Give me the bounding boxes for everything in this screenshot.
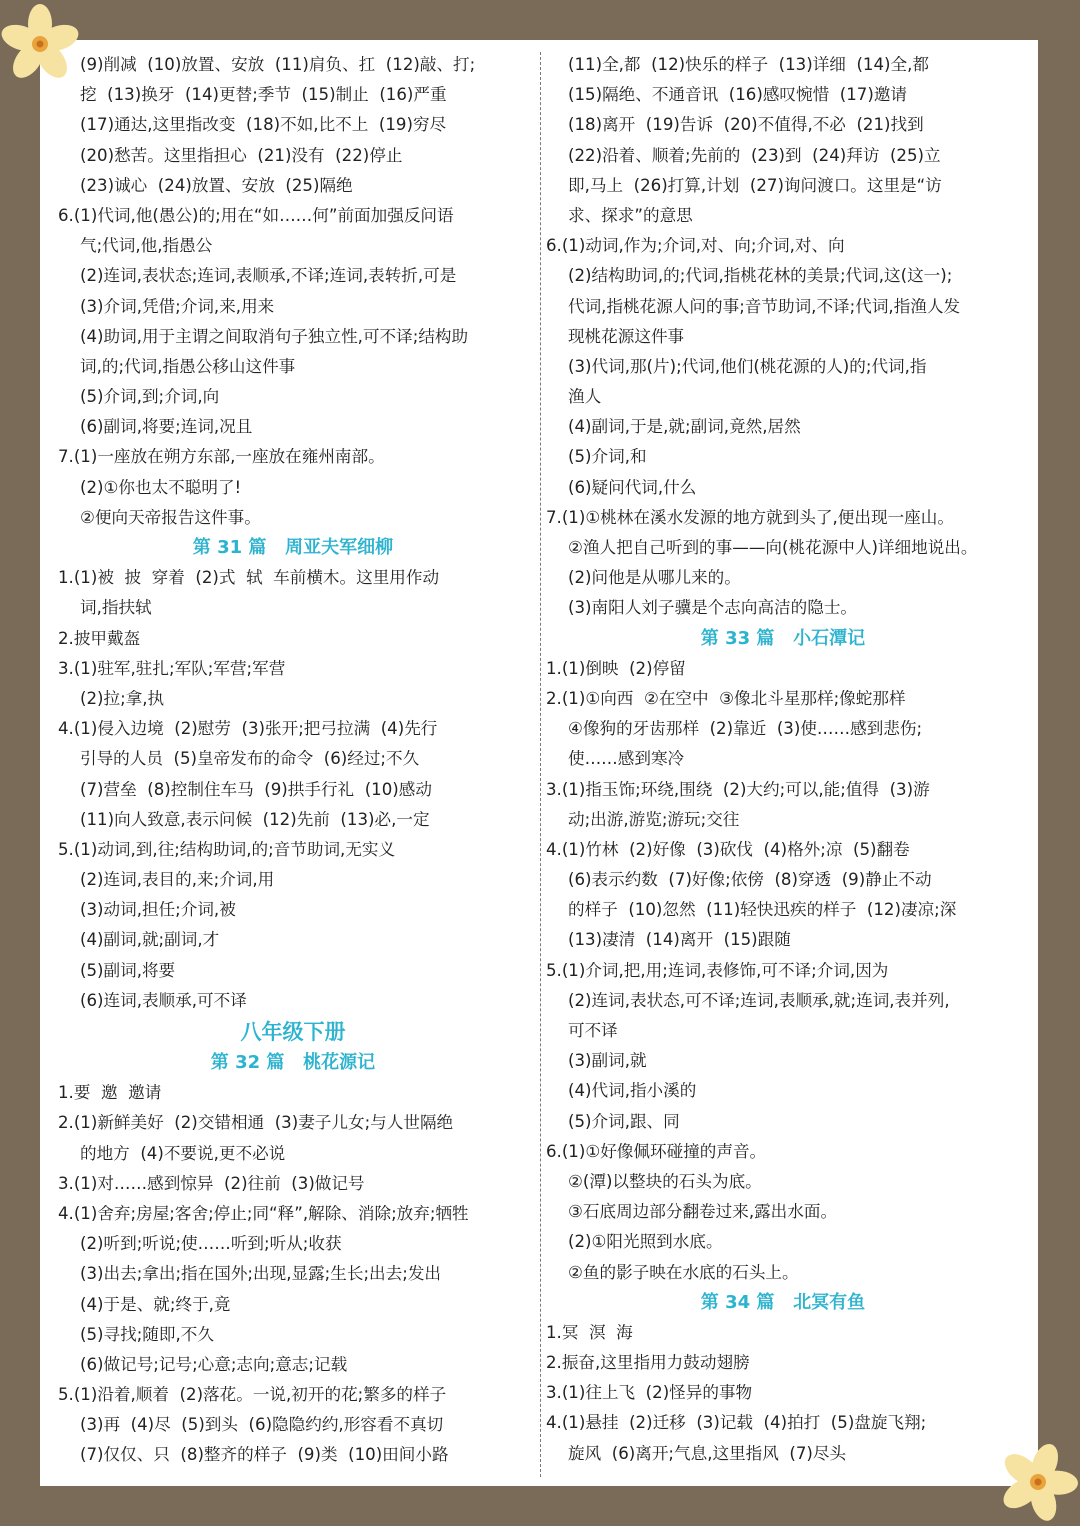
answer-line: 气;代词,他,指愚公 xyxy=(80,236,213,256)
answer-line: (5)介词,到;介词,向 xyxy=(80,387,220,407)
answer-line: (4)代词,指小溪的 xyxy=(568,1081,697,1101)
answer-line: (2)听到;听说;使……听到;听从;收获 xyxy=(80,1234,342,1254)
answer-line: 5.(1)介词,把,用;连词,表修饰,可不译;介词,因为 xyxy=(546,960,889,980)
answer-line: (22)沿着、顺着;先前的 (23)到 (24)拜访 (25)立 xyxy=(568,145,941,165)
answer-line: (3)再 (4)尽 (5)到头 (6)隐隐约约,形容看不真切 xyxy=(80,1415,444,1435)
answer-line: 7.(1)一座放在朔方东部,一座放在雍州南部。 xyxy=(58,447,385,467)
answer-line: 6.(1)①好像佩环碰撞的声音。 xyxy=(546,1141,767,1161)
answer-line: (2)问他是从哪儿来的。 xyxy=(568,568,741,588)
answer-line: (2)结构助词,的;代词,指桃花林的美景;代词,这(这一); xyxy=(568,266,953,286)
answer-line: 的地方 (4)不要说,更不必说 xyxy=(80,1143,286,1163)
answer-line: (17)通达,这里指改变 (18)不如,比不上 (19)穷尽 xyxy=(80,115,447,135)
answer-line: (3)动词,担任;介词,被 xyxy=(80,900,236,920)
answer-line: (4)副词,就;副词,才 xyxy=(80,930,220,950)
answer-line: 现桃花源这件事 xyxy=(568,326,685,346)
answer-line: 2.振奋,这里指用力鼓动翅膀 xyxy=(546,1353,750,1373)
answer-line: (5)寻找;随即,不久 xyxy=(80,1324,214,1344)
answer-line: ②鱼的影子映在水底的石头上。 xyxy=(568,1262,799,1282)
answer-line: 的样子 (10)忽然 (11)轻快迅疾的样子 (12)凄凉;深 xyxy=(568,900,957,920)
answer-line: 1.(1)被 披 穿着 (2)式 轼 车前横木。这里用作动 xyxy=(58,568,440,588)
answer-line: (20)愁苦。这里指担心 (21)没有 (22)停止 xyxy=(80,145,403,165)
answer-line: (23)诚心 (24)放置、安放 (25)隔绝 xyxy=(80,175,353,195)
left-answer-column xyxy=(58,50,528,1471)
answer-line: 5.(1)动词,到,往;结构助词,的;音节助词,无实义 xyxy=(58,839,396,859)
answer-line: (18)离开 (19)告诉 (20)不值得,不必 (21)找到 xyxy=(568,115,924,135)
answer-line: 挖 (13)换牙 (14)更替;季节 (15)制止 (16)严重 xyxy=(80,85,447,105)
answer-line: (2)连词,表状态;连词,表顺承,不译;连词,表转折,可是 xyxy=(80,266,457,286)
answer-line: (3)副词,就 xyxy=(568,1051,647,1071)
answer-line: 词,的;代词,指愚公移山这件事 xyxy=(80,356,296,376)
answer-line: 3.(1)对……感到惊异 (2)往前 (3)做记号 xyxy=(58,1173,365,1193)
answer-line: (3)南阳人刘子骥是个志向高洁的隐士。 xyxy=(568,598,858,618)
answer-line: (15)隔绝、不通音讯 (16)感叹惋惜 (17)邀请 xyxy=(568,85,908,105)
section-title: 第 32 篇 桃花源记 xyxy=(210,1052,376,1073)
answer-line: 求、探求”的意思 xyxy=(568,205,693,225)
answer-line: (2)拉;拿,执 xyxy=(80,688,165,708)
answer-line: ②(潭)以整块的石头为底。 xyxy=(568,1171,762,1191)
answer-line: (13)凄清 (14)离开 (15)跟随 xyxy=(568,930,791,950)
answer-line: 2.(1)新鲜美好 (2)交错相通 (3)妻子儿女;与人世隔绝 xyxy=(58,1113,454,1133)
answer-line: ②渔人把自己听到的事——向(桃花源中人)详细地说出。 xyxy=(568,538,978,557)
right-answer-column xyxy=(546,50,1020,1469)
section-title: 第 33 篇 小石潭记 xyxy=(700,627,866,649)
answer-line: ④像狗的牙齿那样 (2)靠近 (3)使……感到悲伤; xyxy=(568,719,923,739)
answer-line: ②便向天帝报告这件事。 xyxy=(80,507,261,527)
answer-line: (5)介词,和 xyxy=(568,447,647,467)
answer-line: 旋风 (6)离开;气息,这里指风 (7)尽头 xyxy=(568,1443,847,1463)
answer-line: (2)①你也太不聪明了! xyxy=(80,477,242,497)
column-divider xyxy=(540,52,541,1477)
answer-line: 动;出游,游览;游玩;交往 xyxy=(568,809,740,829)
answer-line: 6.(1)代词,他(愚公)的;用在“如……何”前面加强反问语 xyxy=(58,205,454,225)
answer-line: (6)连词,表顺承,可不译 xyxy=(80,990,247,1010)
answer-line: 1.要 邀 邀请 xyxy=(58,1083,162,1103)
answer-line: 5.(1)沿着,顺着 (2)落花。一说,初开的花;繁多的样子 xyxy=(58,1385,447,1405)
answer-line: (7)营垒 (8)控制住车马 (9)拱手行礼 (10)感动 xyxy=(80,779,432,799)
answer-line: (9)削减 (10)放置、安放 (11)肩负、扛 (12)敲、打; xyxy=(80,55,476,74)
answer-line: (6)表示约数 (7)好像;依傍 (8)穿透 (9)静止不动 xyxy=(568,870,932,890)
answer-line: ③石底周边部分翻卷过来,露出水面。 xyxy=(568,1202,838,1222)
answer-line: 2.(1)①向西 ②在空中 ③像北斗星那样;像蛇那样 xyxy=(546,688,906,708)
section-title: 第 34 篇 北冥有鱼 xyxy=(700,1291,866,1313)
answer-line: (3)代词,那(片);代词,他们(桃花源的人)的;代词,指 xyxy=(568,356,927,376)
answer-line: 2.披甲戴盔 xyxy=(58,628,141,648)
answer-line: 4.(1)竹林 (2)好像 (3)砍伐 (4)格外;凉 (5)翻卷 xyxy=(546,839,910,859)
answer-line: 3.(1)指玉饰;环绕,围绕 (2)大约;可以,能;值得 (3)游 xyxy=(546,779,930,799)
answer-line: (4)助词,用于主谓之间取消句子独立性,可不译;结构助 xyxy=(80,326,469,346)
answer-line: (4)副词,于是,就;副词,竟然,居然 xyxy=(568,417,801,437)
answer-line: 3.(1)驻军,驻扎;军队;军营;军营 xyxy=(58,658,286,678)
answer-line: 4.(1)舍弃;房屋;客舍;停止;同“释”,解除、消除;放弃;牺牲 xyxy=(58,1203,469,1223)
answer-line: (3)出去;拿出;指在国外;出现,显露;生长;出去;发出 xyxy=(80,1264,442,1284)
answer-line: 7.(1)①桃林在溪水发源的地方就到头了,便出现一座山。 xyxy=(546,507,954,527)
answer-line: 词,指扶轼 xyxy=(80,598,152,618)
answer-line: (4)于是、就;终于,竟 xyxy=(80,1294,231,1314)
answer-line: (11)全,都 (12)快乐的样子 (13)详细 (14)全,都 xyxy=(568,55,929,74)
answer-line: (6)副词,将要;连词,况且 xyxy=(80,417,253,437)
answer-line: (2)连词,表目的,来;介词,用 xyxy=(80,870,275,890)
answer-line: (2)①阳光照到水底。 xyxy=(568,1232,723,1252)
section-title: 第 31 篇 周亚夫军细柳 xyxy=(192,537,394,558)
answer-line: (6)疑问代词,什么 xyxy=(568,477,697,497)
answer-line: (3)介词,凭借;介词,来,用来 xyxy=(80,296,275,316)
answer-line: 渔人 xyxy=(568,387,602,407)
answer-line: 4.(1)侵入边境 (2)慰劳 (3)张开;把弓拉满 (4)先行 xyxy=(58,719,438,739)
answer-line: 引导的人员 (5)皇帝发布的命令 (6)经过;不久 xyxy=(80,749,420,769)
answer-line: (6)做记号;记号;心意;志向;意志;记载 xyxy=(80,1354,348,1374)
answer-line: 1.(1)倒映 (2)停留 xyxy=(546,658,686,678)
answer-line: 3.(1)往上飞 (2)怪异的事物 xyxy=(546,1383,753,1403)
grade-heading: 八年级下册 xyxy=(240,1020,346,1044)
answer-line: 可不译 xyxy=(568,1021,618,1040)
answer-line: 1.冥 溟 海 xyxy=(546,1322,633,1342)
answer-line: 4.(1)悬挂 (2)迁移 (3)记载 (4)拍打 (5)盘旋飞翔; xyxy=(546,1413,927,1433)
answer-line: (2)连词,表状态,可不译;连词,表顺承,就;连词,表并列, xyxy=(568,990,950,1010)
answer-line: (5)副词,将要 xyxy=(80,960,176,980)
answer-line: (11)向人致意,表示问候 (12)先前 (13)必,一定 xyxy=(80,809,430,829)
answer-line: (7)仅仅、只 (8)整齐的样子 (9)类 (10)田间小路 xyxy=(80,1445,449,1465)
answer-line: (5)介词,跟、同 xyxy=(568,1111,680,1131)
answer-line: 即,马上 (26)打算,计划 (27)询问渡口。这里是“访 xyxy=(568,175,942,195)
answer-line: 代词,指桃花源人问的事;音节助词,不译;代词,指渔人发 xyxy=(568,296,961,316)
answer-line: 使……感到寒冷 xyxy=(568,749,685,769)
answer-line: 6.(1)动词,作为;介词,对、向;介词,对、向 xyxy=(546,236,845,256)
